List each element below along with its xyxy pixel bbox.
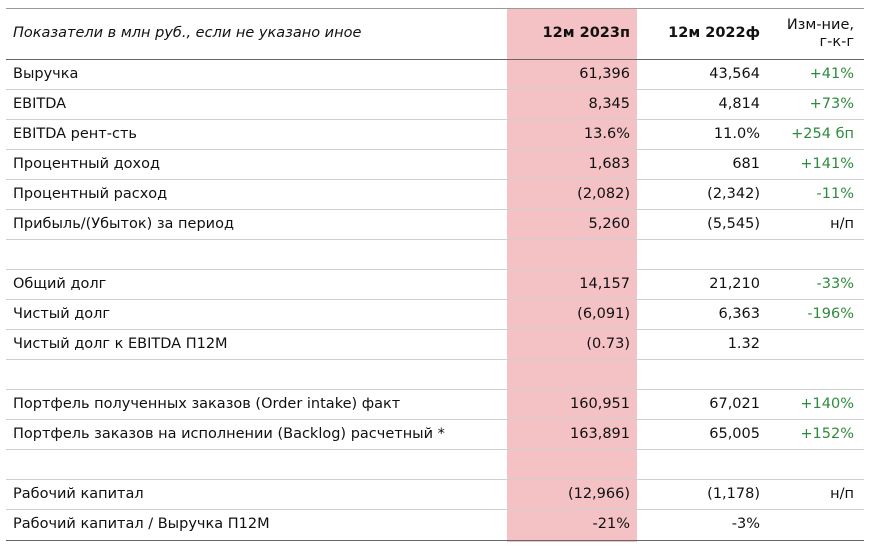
header-2023: 12м 2023п [507, 9, 637, 60]
cell-2022: 67,021 [637, 390, 767, 420]
cell-2023: 1,683 [507, 150, 637, 180]
row-label [6, 240, 507, 270]
cell-2023: -21% [507, 510, 637, 541]
cell-2023 [507, 450, 637, 480]
cell-2023: 160,951 [507, 390, 637, 420]
table-row [6, 270, 864, 300]
cell-2023: 13.6% [507, 120, 637, 150]
cell-change: +140% [767, 390, 864, 420]
cell-2022: 6,363 [637, 300, 767, 330]
cell-2023 [507, 240, 637, 270]
row-label: Общий долг [6, 270, 507, 300]
row-label: Прибыль/(Убыток) за период [6, 210, 507, 240]
cell-2023 [507, 360, 637, 390]
cell-2023: (2,082) [507, 180, 637, 210]
cell-2022: (1,178) [637, 480, 767, 510]
header-change-line2: г-к-г [819, 34, 854, 50]
cell-2022: 43,564 [637, 60, 767, 90]
header-change [767, 9, 864, 60]
row-label: Рабочий капитал / Выручка П12М [6, 510, 507, 541]
table-row [6, 90, 864, 120]
cell-2023: (6,091) [507, 300, 637, 330]
row-label: Чистый долг [6, 300, 507, 330]
table-header-row [6, 9, 864, 60]
header-change-line1: Изм-ние, [786, 17, 854, 34]
table-row [6, 150, 864, 180]
table-row [6, 390, 864, 420]
cell-2023: 5,260 [507, 210, 637, 240]
header-label: Показатели в млн руб., если не указано иное [6, 9, 507, 60]
table-row [6, 510, 864, 541]
row-label [6, 360, 507, 390]
table-row [6, 210, 864, 240]
cell-2022: 4,814 [637, 90, 767, 120]
cell-2022 [637, 450, 767, 480]
cell-2022: (2,342) [637, 180, 767, 210]
table-row-spacer [6, 450, 864, 480]
cell-2023: (0.73) [507, 330, 637, 360]
row-label: EBITDA рент-сть [6, 120, 507, 150]
table-row [6, 180, 864, 210]
cell-2022 [637, 360, 767, 390]
financial-indicators-table [6, 8, 864, 541]
table-row-spacer [6, 360, 864, 390]
row-label: Процентный расход [6, 180, 507, 210]
cell-2022: 681 [637, 150, 767, 180]
cell-change: -11% [767, 180, 864, 210]
table-row [6, 420, 864, 450]
table-row [6, 330, 864, 360]
table-row [6, 300, 864, 330]
cell-2023: 8,345 [507, 90, 637, 120]
cell-change: -33% [767, 270, 864, 300]
cell-2022 [637, 240, 767, 270]
row-label: Чистый долг к EBITDA П12М [6, 330, 507, 360]
table-row [6, 120, 864, 150]
cell-change: +152% [767, 420, 864, 450]
cell-change [767, 510, 864, 541]
cell-change [767, 450, 864, 480]
cell-change: +141% [767, 150, 864, 180]
cell-change [767, 360, 864, 390]
cell-2022: 21,210 [637, 270, 767, 300]
cell-2022: 1.32 [637, 330, 767, 360]
cell-2022: -3% [637, 510, 767, 541]
cell-2022: (5,545) [637, 210, 767, 240]
cell-change: +41% [767, 60, 864, 90]
cell-change: н/п [767, 480, 864, 510]
row-label: Процентный доход [6, 150, 507, 180]
cell-2023: (12,966) [507, 480, 637, 510]
cell-change: н/п [767, 210, 864, 240]
row-label [6, 450, 507, 480]
cell-change [767, 330, 864, 360]
cell-change: +73% [767, 90, 864, 120]
row-label: Выручка [6, 60, 507, 90]
row-label: Портфель полученных заказов (Order intake) факт [6, 390, 507, 420]
cell-2023: 14,157 [507, 270, 637, 300]
cell-2023: 163,891 [507, 420, 637, 450]
row-label: Портфель заказов на исполнении (Backlog) расчетный * [6, 420, 507, 450]
cell-2022: 11.0% [637, 120, 767, 150]
table-row [6, 480, 864, 510]
table-row [6, 60, 864, 90]
table-row-spacer [6, 240, 864, 270]
cell-change: +254 бп [767, 120, 864, 150]
cell-change [767, 240, 864, 270]
row-label: Рабочий капитал [6, 480, 507, 510]
cell-change: -196% [767, 300, 864, 330]
header-2022: 12м 2022ф [637, 9, 767, 60]
cell-2023: 61,396 [507, 60, 637, 90]
row-label: EBITDA [6, 90, 507, 120]
cell-2022: 65,005 [637, 420, 767, 450]
